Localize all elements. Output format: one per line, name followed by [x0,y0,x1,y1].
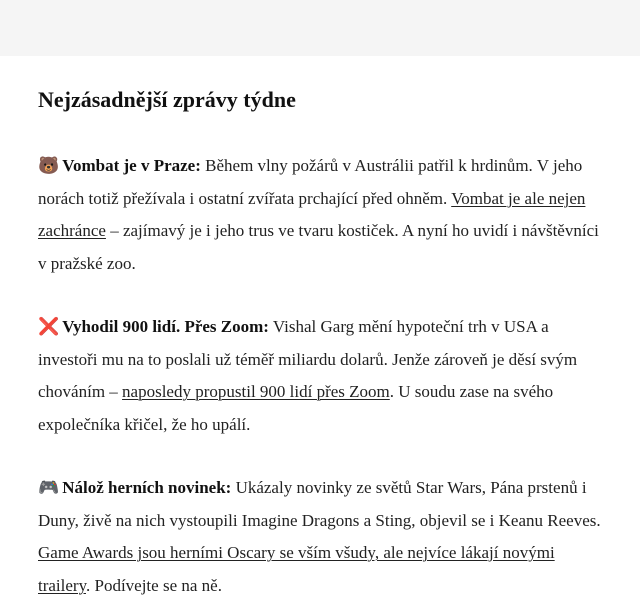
news-item-zoom-layoffs [38,311,602,441]
newsletter-body [0,87,640,600]
news-item-text-after: . U soudu zase na svého expolečníka křičel, že ho upálí. [38,382,554,434]
news-item-title: Vombat je v Praze: [62,156,201,175]
news-item-link[interactable]: Game Awards jsou herními Oscary se vším všudy, ale nejvíce lákají novými trailery [38,543,555,595]
cross-mark-icon: ❌ [38,317,60,337]
news-item-link[interactable]: naposledy propustil 900 lidí přes Zoom [122,382,390,401]
news-item-text-after: – zajímavý je i jeho trus ve tvaru kostiček. A nyní ho uvidí i návštěvníci v pražské zoo. [38,221,599,273]
news-item-wombat [38,150,602,280]
news-item-game-awards [38,472,602,600]
news-item-text: Ukázaly novinky ze světů Star Wars, Pána prstenů i Duny, živě na nich vystoupili Imagine Dragons a Sting, objevil se i Keanu Reeves. [38,478,601,530]
news-item-title: Nálož herních novinek: [62,478,232,497]
header-band [0,0,640,56]
news-item-link[interactable]: Vombat je ale nejen zachránce [38,188,586,240]
news-item-text: Během vlny požárů v Austrálii patřil k hrdinům. V jeho norách totiž přežívala i ostatní zvířata prchající před ohněm. [38,156,583,208]
bear-icon: 🐻 [38,156,60,176]
news-item-text-after: . Podívejte se na ně. [85,575,222,595]
news-item-text: Vishal Garg mění hypoteční trh v USA a investoři mu na to poslali už téměř miliardu dolarů. Jenže zároveň je děsí svým chováním – [38,317,578,401]
game-controller-icon: 🎮 [38,478,60,498]
page-title: Nejzásadnější zprávy týdne [38,87,296,112]
news-item-title: Vyhodil 900 lidí. Přes Zoom: [62,317,269,336]
